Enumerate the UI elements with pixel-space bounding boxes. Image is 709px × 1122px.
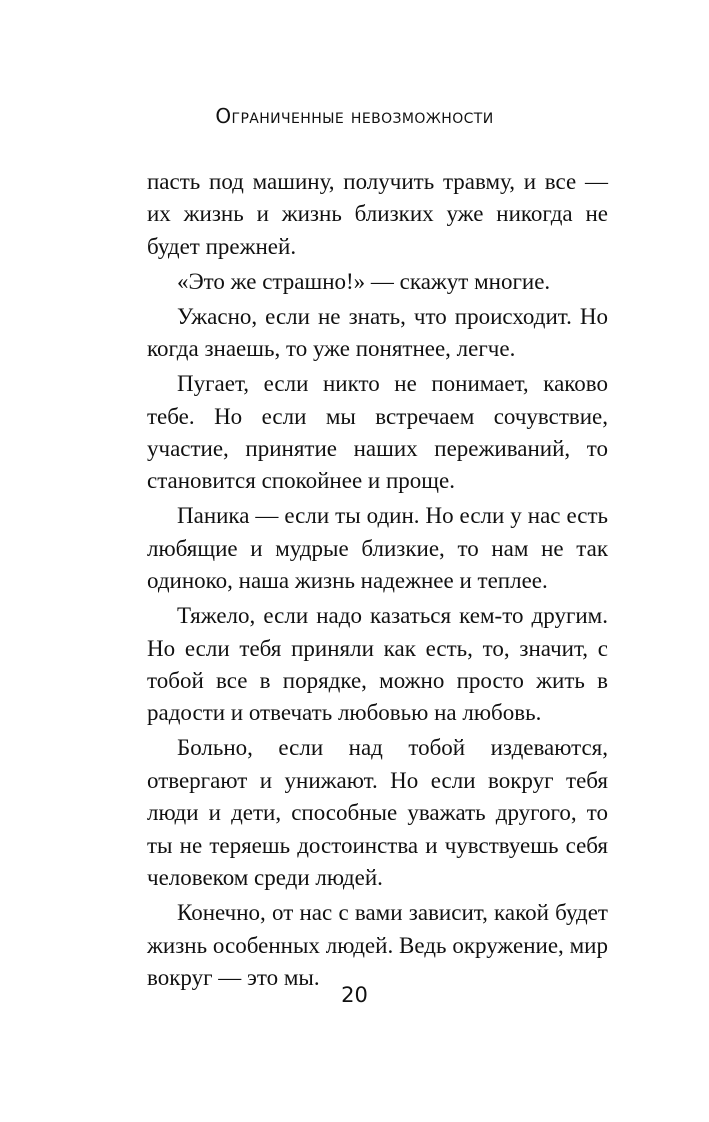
paragraph: «Это же страшно!» — скажут многие. <box>177 268 551 294</box>
paragraph: Паника — если ты один. Но если у нас есть любящие и мудрые близкие, то нам не так одиноко, наша жизнь надежнее и теплее. <box>147 503 608 594</box>
body-text <box>147 166 608 994</box>
running-head-title: Ограниченные невозможности <box>215 104 494 128</box>
paragraph-continued: пасть под машину, получить травму, и все — их жизнь и жизнь близких уже никогда не будет прежней. <box>147 169 608 259</box>
paragraph: Тяжело, если надо казаться кем-то другим. Но если тебя приняли как есть, то, значит, с тобой все в порядке, можно просто жить в радости и отвечать любовью на любовь. <box>147 603 608 726</box>
paragraph: Конечно, от нас с вами зависит, какой будет жизнь особенных людей. Ведь окружение, мир вокруг — это мы. <box>147 900 608 990</box>
page-number: 20 <box>341 983 368 1007</box>
paragraph: Ужасно, если не знать, что происходит. Но когда знаешь, то уже понятнее, легче. <box>147 303 608 362</box>
paragraph: Пугает, если никто не понимает, каково тебе. Но если мы встречаем сочувствие, участие, принятие наших переживаний, то становится спокойнее и проще. <box>147 371 608 494</box>
paragraph: Больно, если над тобой издеваются, отвергают и унижают. Но если вокруг тебя люди и дети, способные уважать другого, то ты не теряешь достоинства и чувствуешь себя человеком среди людей. <box>147 735 608 891</box>
